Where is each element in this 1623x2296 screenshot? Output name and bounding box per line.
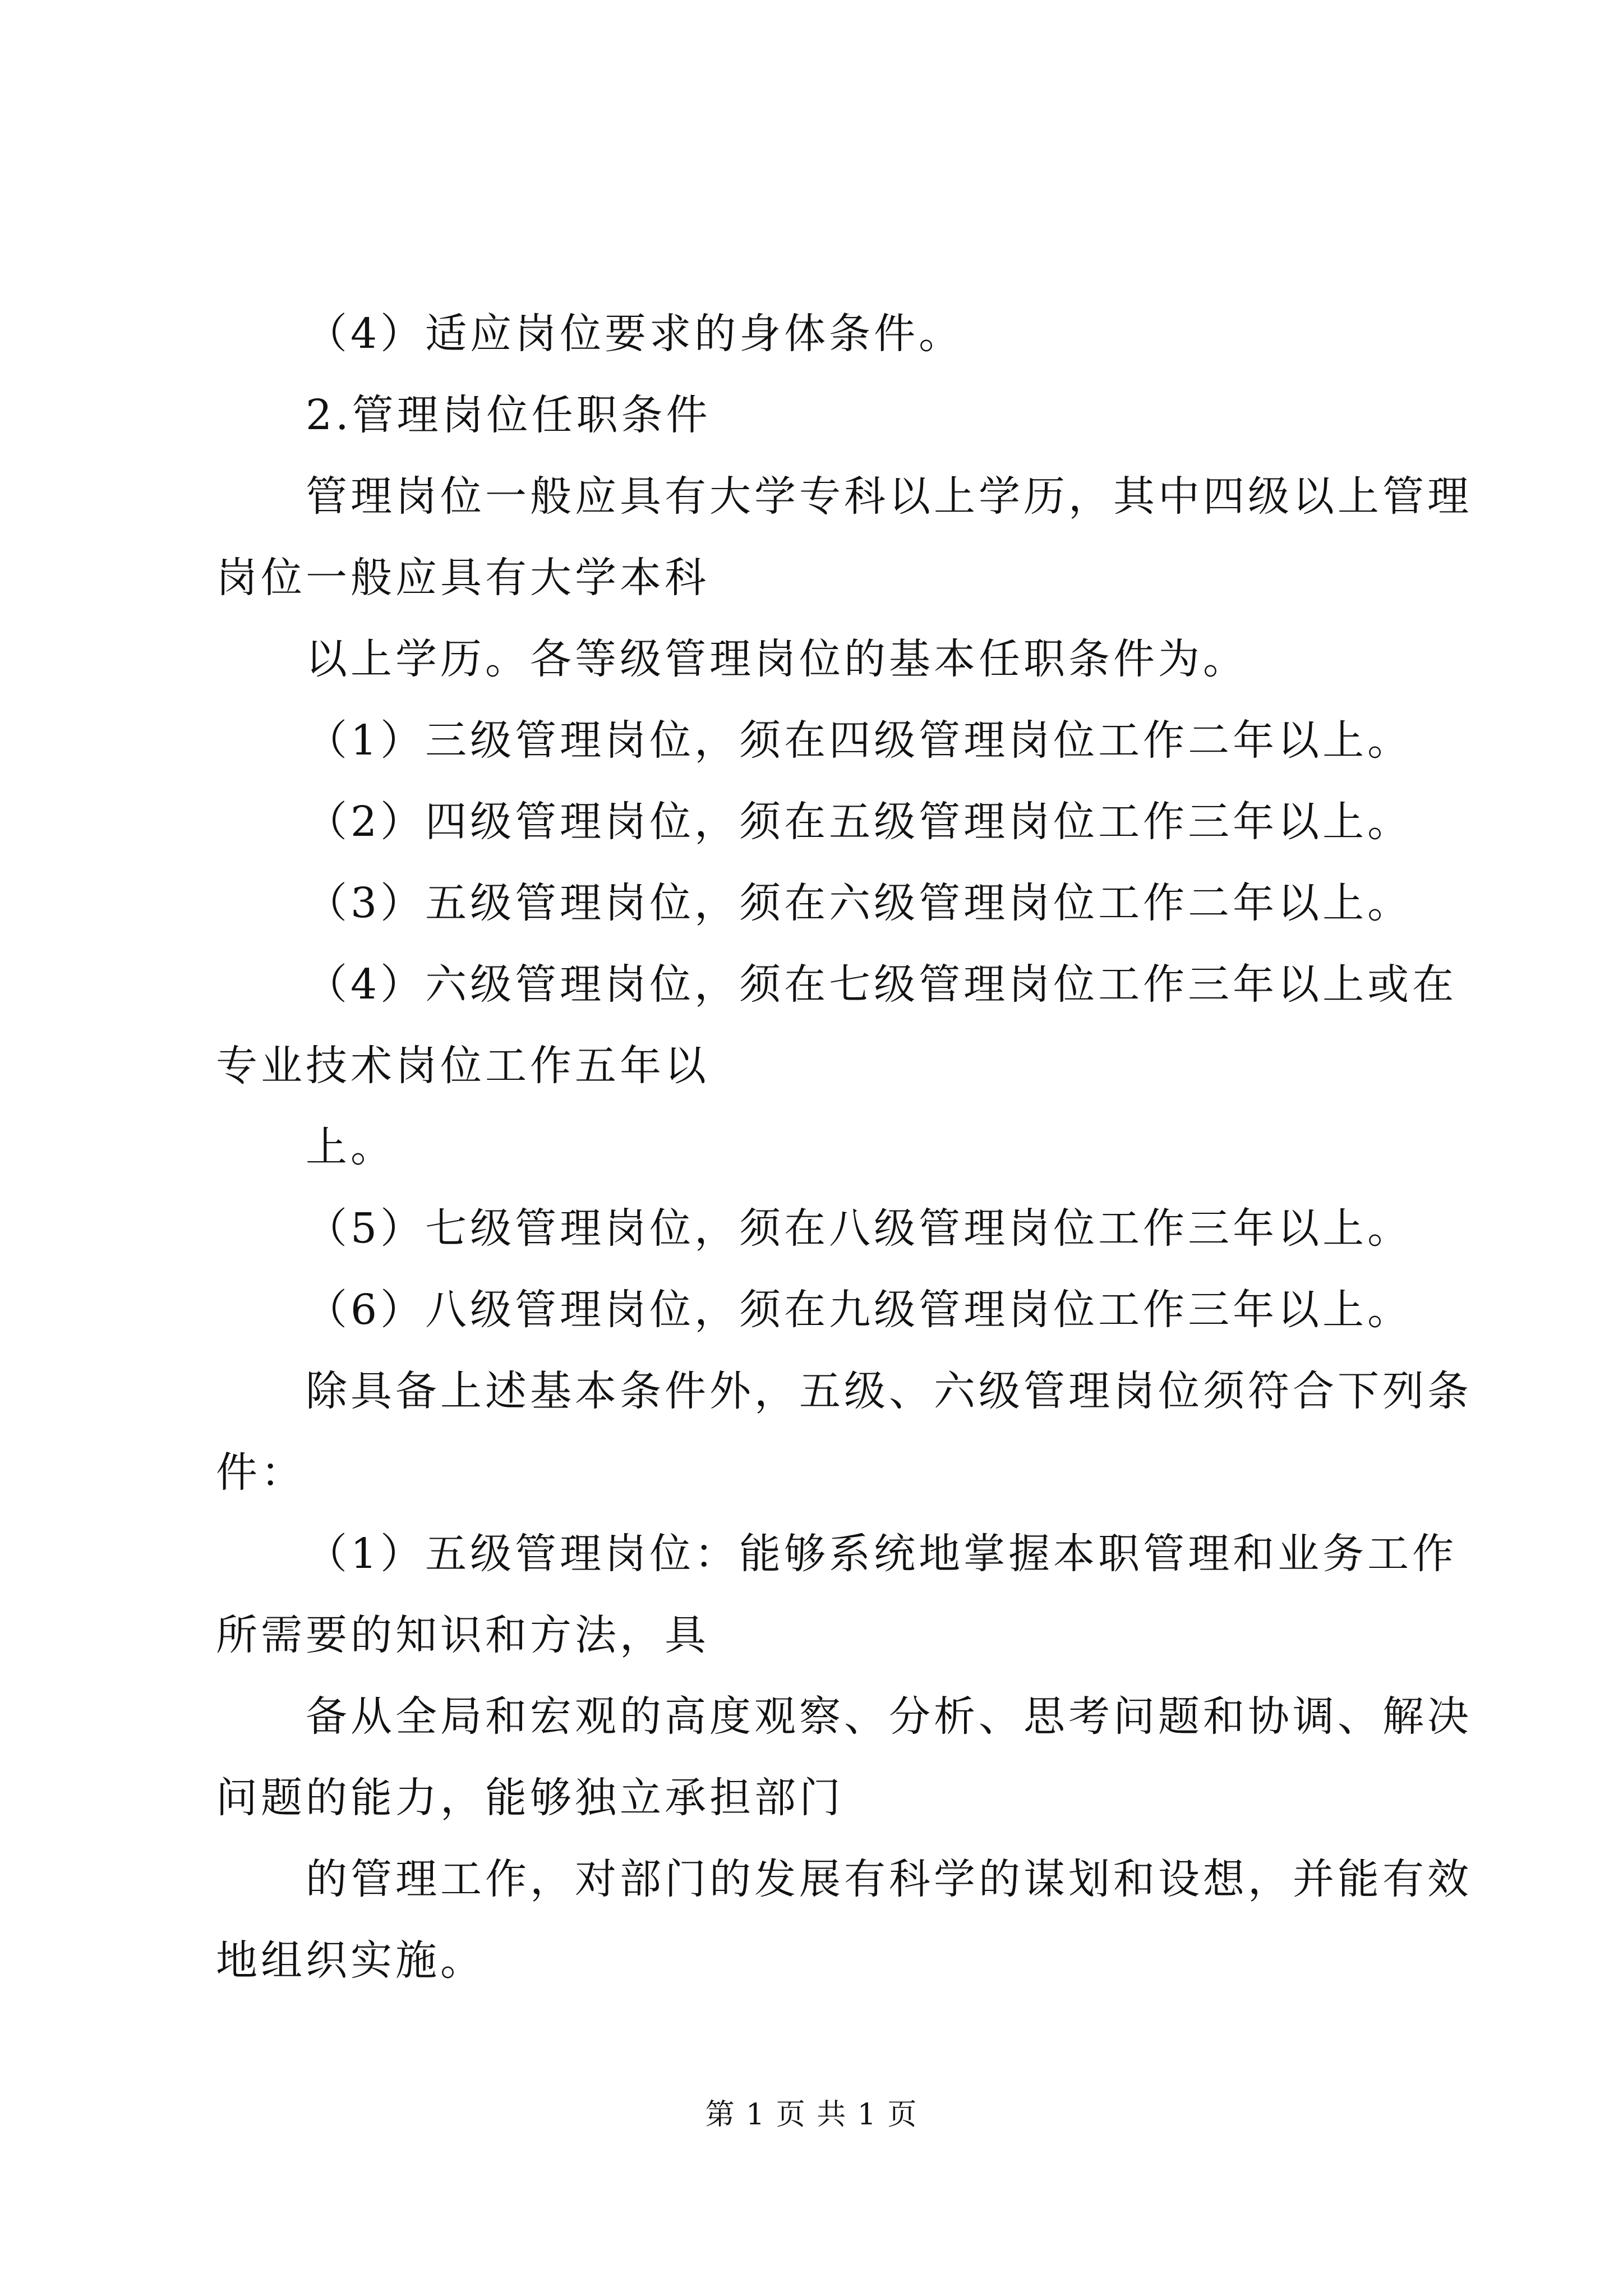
page-footer: 第 1 页 共 1 页	[705, 2098, 918, 2132]
body-line: 岗位一般应具有大学本科	[216, 554, 709, 602]
body-line: 地组织实施。	[216, 1936, 485, 1985]
body-line: （4）适应岗位要求的身体条件。	[306, 310, 964, 358]
section-heading: 2.管理岗位任职条件	[306, 391, 711, 439]
body-line: 备从全局和宏观的高度观察、分析、思考问题和协调、解决	[306, 1692, 1472, 1741]
body-line: 除具备上述基本条件外，五级、六级管理岗位须符合下列条	[306, 1367, 1472, 1415]
list-item: （1）三级管理岗位，须在四级管理岗位工作二年以上。	[306, 716, 1413, 765]
list-item: （4）六级管理岗位，须在七级管理岗位工作三年以上或在	[306, 960, 1458, 1009]
body-line: 问题的能力，能够独立承担部门	[216, 1774, 844, 1822]
body-line: 以上学历。各等级管理岗位的基本任职条件为。	[306, 635, 1248, 683]
list-item: （5）七级管理岗位，须在八级管理岗位工作三年以上。	[306, 1204, 1413, 1253]
body-line: 所需要的知识和方法，具	[216, 1611, 709, 1659]
list-item: （3）五级管理岗位，须在六级管理岗位工作二年以上。	[306, 879, 1413, 927]
list-item: （2）四级管理岗位，须在五级管理岗位工作三年以上。	[306, 798, 1413, 846]
list-item: （1）五级管理岗位：能够系统地掌握本职管理和业务工作	[306, 1530, 1458, 1578]
body-line: 管理岗位一般应具有大学专科以上学历，其中四级以上管理	[306, 472, 1472, 521]
body-line: 专业技术岗位工作五年以	[216, 1042, 709, 1090]
body-line: 上。	[306, 1123, 395, 1171]
body-line: 的管理工作，对部门的发展有科学的谋划和设想，并能有效	[306, 1855, 1472, 1903]
list-item: （6）八级管理岗位，须在九级管理岗位工作三年以上。	[306, 1286, 1413, 1334]
body-line: 件：	[216, 1448, 306, 1497]
